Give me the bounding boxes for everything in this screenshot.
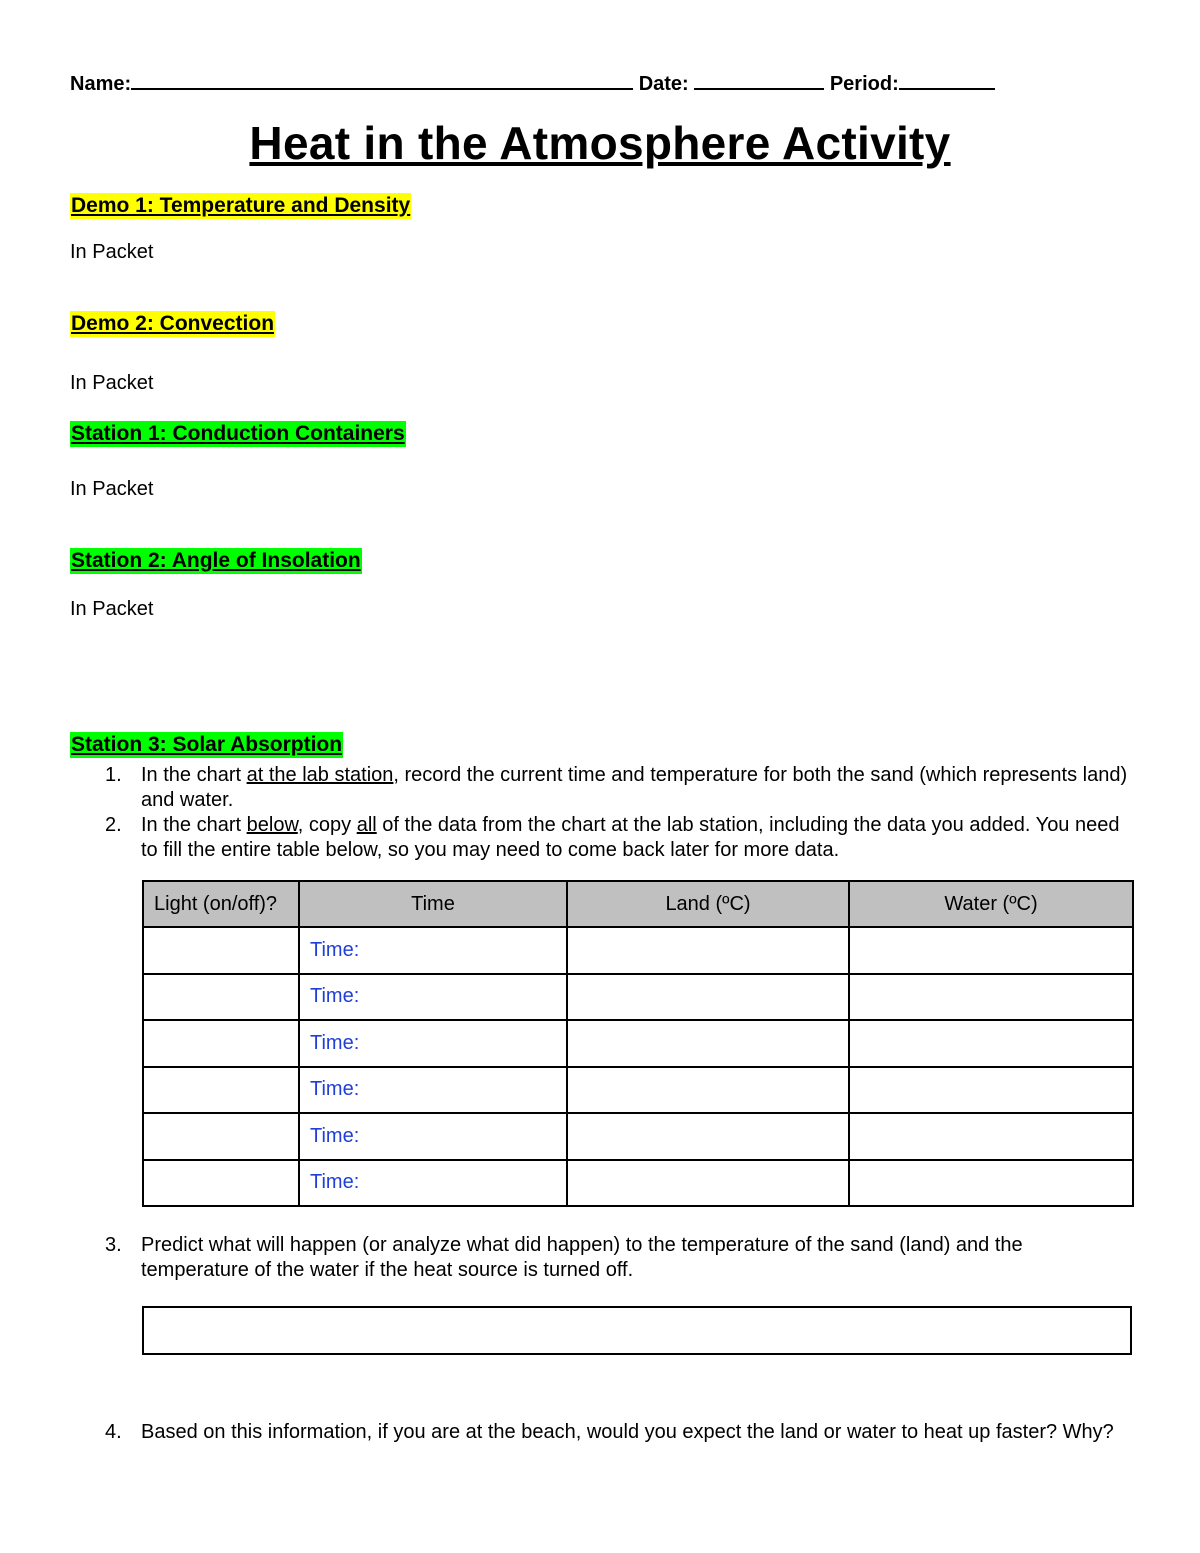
time-cell[interactable]: Time: <box>299 1020 567 1067</box>
name-label: Name: <box>70 73 132 95</box>
land-cell[interactable] <box>567 927 849 974</box>
water-cell[interactable] <box>849 927 1133 974</box>
step-text: In the chart <box>141 764 247 786</box>
section-heading-station-1: Station 1: Conduction Containers <box>71 422 405 445</box>
list-item <box>70 1233 1130 1283</box>
column-header-light: Light (on/off)? <box>143 881 299 927</box>
table-row <box>143 1020 1133 1067</box>
step-text: of the data from the chart at the lab station, including the data you added. You need to fill the entire table below, so you may need to come back later for more data. <box>141 814 1120 861</box>
step-number: 4. <box>105 1421 122 1443</box>
column-header-time: Time <box>299 881 567 927</box>
water-cell[interactable] <box>849 1020 1133 1067</box>
time-cell[interactable]: Time: <box>299 974 567 1021</box>
time-cell[interactable]: Time: <box>299 927 567 974</box>
land-cell[interactable] <box>567 1113 849 1160</box>
section-heading-demo-2: Demo 2: Convection <box>71 312 275 335</box>
period-label: Period: <box>829 73 899 95</box>
light-cell[interactable] <box>143 1113 299 1160</box>
section-note-demo-2: In Packet <box>70 372 154 394</box>
list-item <box>70 813 1130 863</box>
name-blank[interactable] <box>131 70 633 90</box>
section-note-station-2: In Packet <box>70 598 154 620</box>
land-cell[interactable] <box>567 974 849 1021</box>
step-number: 2. <box>105 814 122 836</box>
step-text: , copy <box>297 814 357 836</box>
step-text: Predict what will happen (or analyze what did happen) to the temperature of the sand (land) and the temperature of the water if the heat source is turned off. <box>141 1234 1023 1281</box>
time-cell[interactable]: Time: <box>299 1160 567 1207</box>
time-cell[interactable]: Time: <box>299 1113 567 1160</box>
section-heading-demo-1: Demo 1: Temperature and Density <box>71 194 411 217</box>
step-number: 1. <box>105 764 122 786</box>
light-cell[interactable] <box>143 1020 299 1067</box>
step-text: Based on this information, if you are at the beach, would you expect the land or water to heat up faster? Why? <box>141 1421 1114 1443</box>
table-row <box>143 1160 1133 1207</box>
section-heading-station-2: Station 2: Angle of Insolation <box>71 549 361 572</box>
water-cell[interactable] <box>849 1160 1133 1207</box>
step-emphasis: at the lab station <box>246 764 394 786</box>
water-cell[interactable] <box>849 1067 1133 1114</box>
table-row <box>143 1113 1133 1160</box>
instruction-list <box>70 763 1130 863</box>
page-title: Heat in the Atmosphere Activity <box>249 117 951 169</box>
student-info-line <box>70 70 1070 98</box>
data-table <box>142 880 1134 1207</box>
instruction-list-continued <box>70 1233 1130 1283</box>
land-cell[interactable] <box>567 1160 849 1207</box>
section-heading-station-3: Station 3: Solar Absorption <box>71 733 343 756</box>
step-text: In the chart <box>141 814 247 836</box>
period-blank[interactable] <box>899 70 995 90</box>
list-item <box>70 1420 1130 1445</box>
instruction-list-final <box>70 1420 1130 1445</box>
section-note-station-1: In Packet <box>70 478 154 500</box>
list-item <box>70 763 1130 813</box>
table-header-row <box>143 881 1133 927</box>
column-header-land: Land (ºC) <box>567 881 849 927</box>
light-cell[interactable] <box>143 974 299 1021</box>
land-cell[interactable] <box>567 1020 849 1067</box>
light-cell[interactable] <box>143 1067 299 1114</box>
light-cell[interactable] <box>143 1160 299 1207</box>
section-note-demo-1: In Packet <box>70 241 154 263</box>
table-row <box>143 974 1133 1021</box>
step-text: , record the current time and temperature for both the sand (which represents land) and water. <box>141 764 1128 811</box>
step-emphasis: below <box>246 814 298 836</box>
table-row <box>143 1067 1133 1114</box>
answer-box[interactable] <box>142 1306 1132 1355</box>
water-cell[interactable] <box>849 1113 1133 1160</box>
water-cell[interactable] <box>849 974 1133 1021</box>
time-cell[interactable]: Time: <box>299 1067 567 1114</box>
date-blank[interactable] <box>694 70 824 90</box>
step-number: 3. <box>105 1234 122 1256</box>
date-label: Date: <box>638 73 689 95</box>
light-cell[interactable] <box>143 927 299 974</box>
step-emphasis: all <box>356 814 377 836</box>
column-header-water: Water (ºC) <box>849 881 1133 927</box>
table-row <box>143 927 1133 974</box>
land-cell[interactable] <box>567 1067 849 1114</box>
